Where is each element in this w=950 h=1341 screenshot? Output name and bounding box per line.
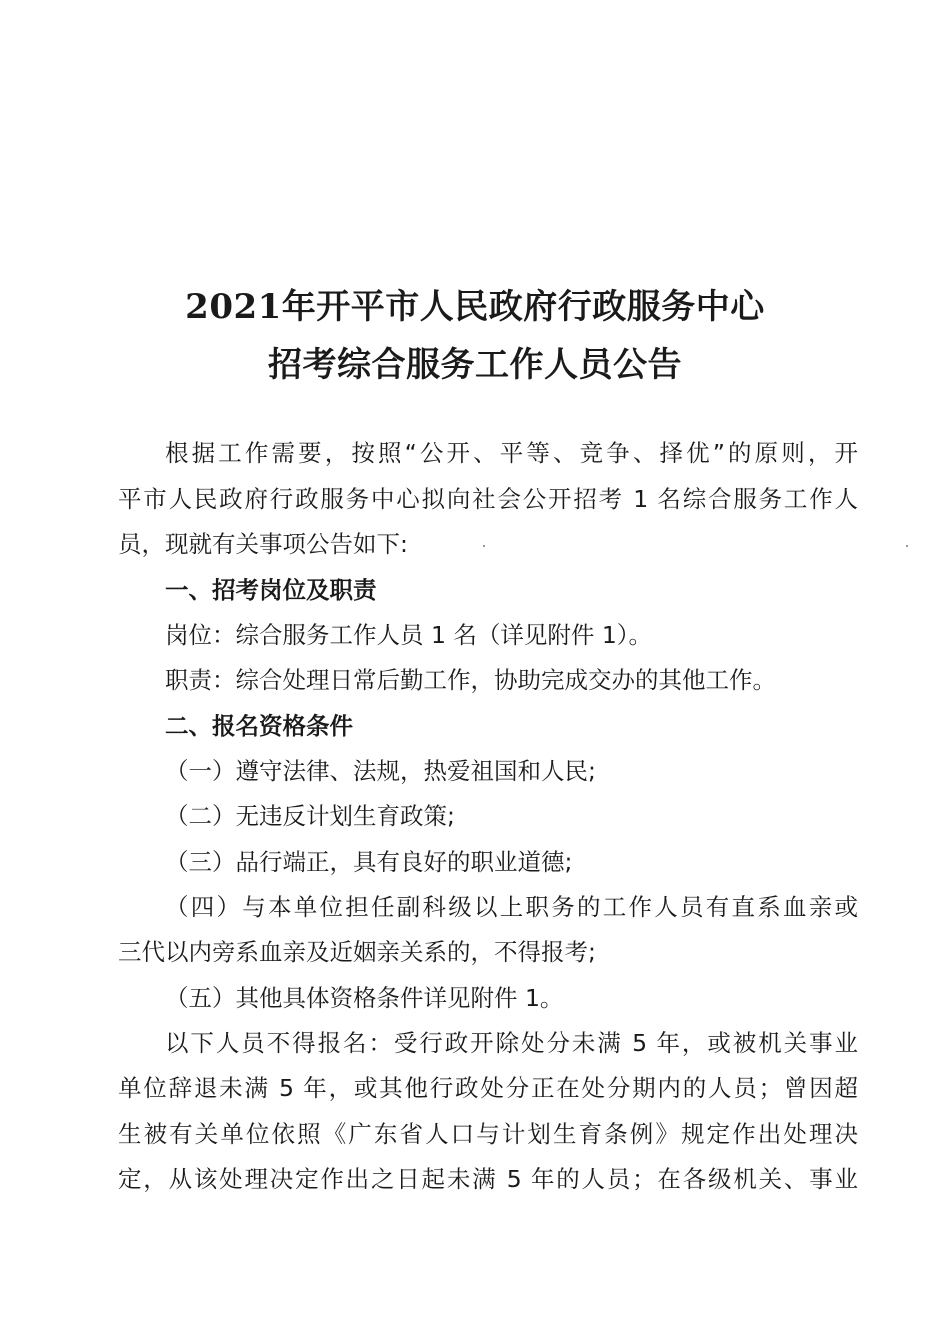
exclusion-paragraph-line-3: 生被有关单位依照《广东省人口与计划生育条例》规定作出处理决: [118, 1120, 858, 1148]
condition-3: （三）品行端正，具有良好的职业道德;: [165, 848, 573, 876]
condition-4-line-1: （四）与本单位担任副科级以上职务的工作人员有直系血亲或: [165, 893, 858, 921]
condition-4-line-2: 三代以内旁系血亲及近姻亲关系的，不得报考;: [118, 938, 596, 966]
condition-5: （五）其他具体资格条件详见附件 1。: [165, 984, 564, 1012]
intro-paragraph-line-2: 平市人民政府行政服务中心拟向社会公开招考 1 名综合服务工作人: [118, 485, 858, 513]
document-title-line-1: 2021年开平市人民政府行政服务中心: [185, 287, 765, 327]
condition-1: （一）遵守法律、法规，热爱祖国和人民;: [165, 757, 596, 785]
post-line: 岗位：综合服务工作人员 1 名（详见附件 1）。: [165, 621, 653, 649]
duty-line: 职责：综合处理日常后勤工作，协助完成交办的其他工作。: [165, 666, 776, 694]
intro-paragraph-line-1: 根据工作需要，按照“公开、平等、竞争、择优”的原则，开: [165, 439, 858, 467]
condition-2: （二）无违反计划生育政策;: [165, 802, 455, 830]
section-2-heading: 二、报名资格条件: [165, 712, 353, 740]
scan-speck: [906, 545, 908, 547]
exclusion-paragraph-line-2: 单位辞退未满 5 年，或其他行政处分正在处分期内的人员；曾因超: [118, 1074, 858, 1102]
document-title-line-2: 招考综合服务工作人员公告: [268, 345, 682, 385]
exclusion-paragraph-line-4: 定，从该处理决定作出之日起未满 5 年的人员；在各级机关、事业: [118, 1165, 858, 1193]
section-1-heading: 一、招考岗位及职责: [165, 576, 377, 604]
intro-paragraph-line-3: 员，现就有关事项公告如下:: [118, 530, 408, 558]
scan-speck: [483, 545, 485, 547]
exclusion-paragraph-line-1: 以下人员不得报名：受行政开除处分未满 5 年，或被机关事业: [165, 1029, 858, 1057]
